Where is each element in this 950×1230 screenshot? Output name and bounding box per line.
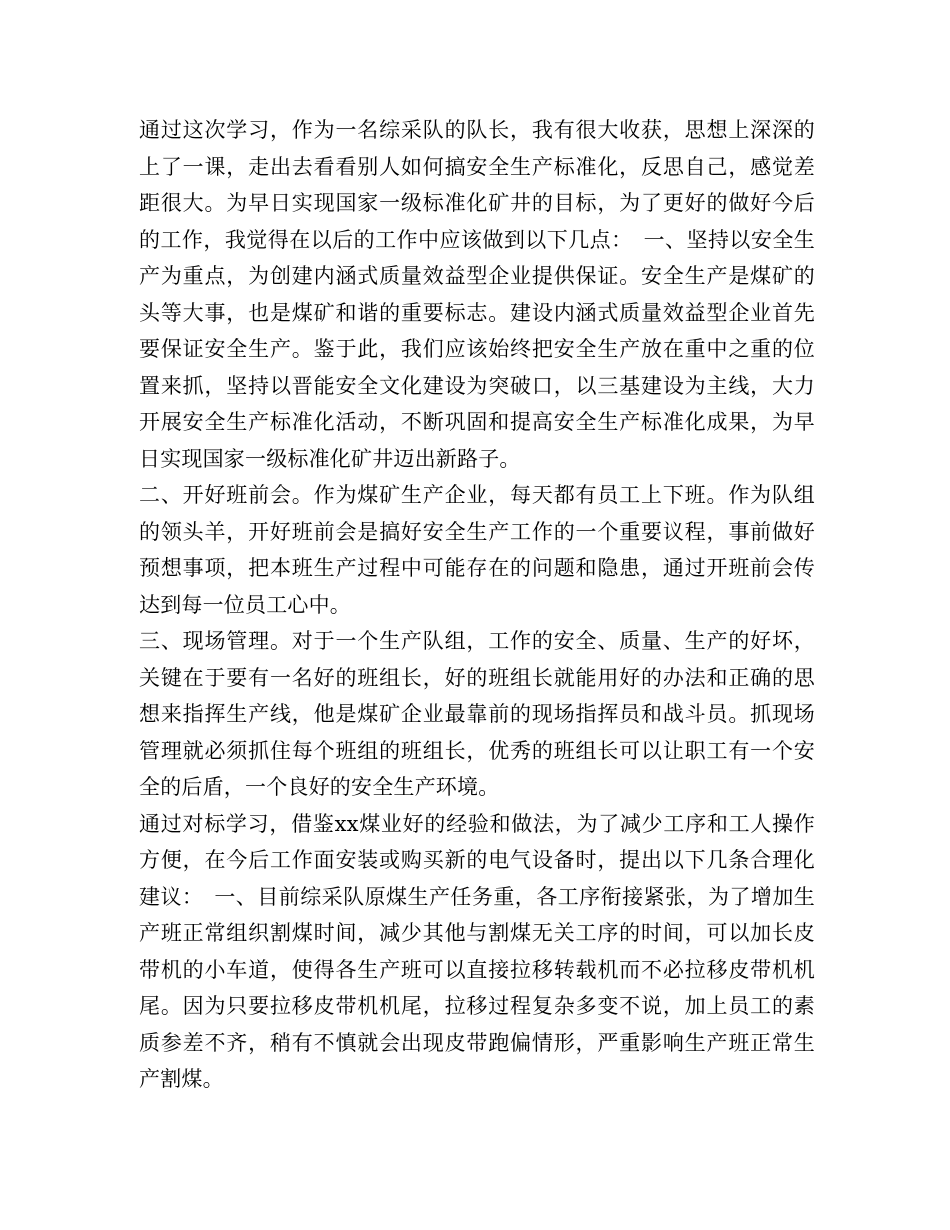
- paragraph-2: 二、开好班前会。作为煤矿生产企业，每天都有员工上下班。作为队组的领头羊，开好班前会是搞好安全生产工作的一个重要议程，事前做好预想事项，把本班生产过程中可能存在的问题和隐患，通过开班前会传达到每一位员工心中。: [139, 483, 815, 617]
- document-body: [139, 112, 815, 1098]
- paragraph-4: 通过对标学习，借鉴xx煤业好的经验和做法，为了减少工序和工人操作方便，在今后工作面安装或购买新的电气设备时，提出以下几条合理化建议： 一、目前综采队原煤生产任务重，各工序衔接紧张，为了增加生产班正常组织割煤时间，减少其他与割煤无关工序的时间，可以加长皮带机的小车道，使得各生产班可以直接拉移转载机而不必拉移皮带机机尾。因为只要拉移皮带机机尾，拉移过程复杂多变不说，加上员工的素质参差不齐，稍有不慎就会出现皮带跑偏情形，严重影响生产班正常生产割煤。: [139, 811, 815, 1091]
- paragraph-3: 三、现场管理。对于一个生产队组，工作的安全、质量、生产的好坏，关键在于要有一名好的班组长，好的班组长就能用好的办法和正确的思想来指挥生产线，他是煤矿企业最靠前的现场指挥员和战斗员。抓现场管理就必须抓住每个班组的班组长，优秀的班组长可以让职工有一个安全的后盾，一个良好的安全生产环境。: [139, 629, 815, 799]
- paragraph-1: 通过这次学习，作为一名综采队的队长，我有很大收获，思想上深深的上了一课，走出去看看别人如何搞安全生产标准化，反思自己，感觉差距很大。为早日实现国家一级标准化矿井的目标，为了更好的做好今后的工作，我觉得在以后的工作中应该做到以下几点： 一、坚持以安全生产为重点，为创建内涵式质量效益型企业提供保证。安全生产是煤矿的头等大事，也是煤矿和谐的重要标志。建设内涵式质量效益型企业首先要保证安全生产。鉴于此，我们应该始终把安全生产放在重中之重的位置来抓，坚持以晋能安全文化建设为突破口，以三基建设为主线，大力开展安全生产标准化活动，不断巩固和提高安全生产标准化成果，为早日实现国家一级标准化矿井迈出新路子。: [139, 118, 815, 471]
